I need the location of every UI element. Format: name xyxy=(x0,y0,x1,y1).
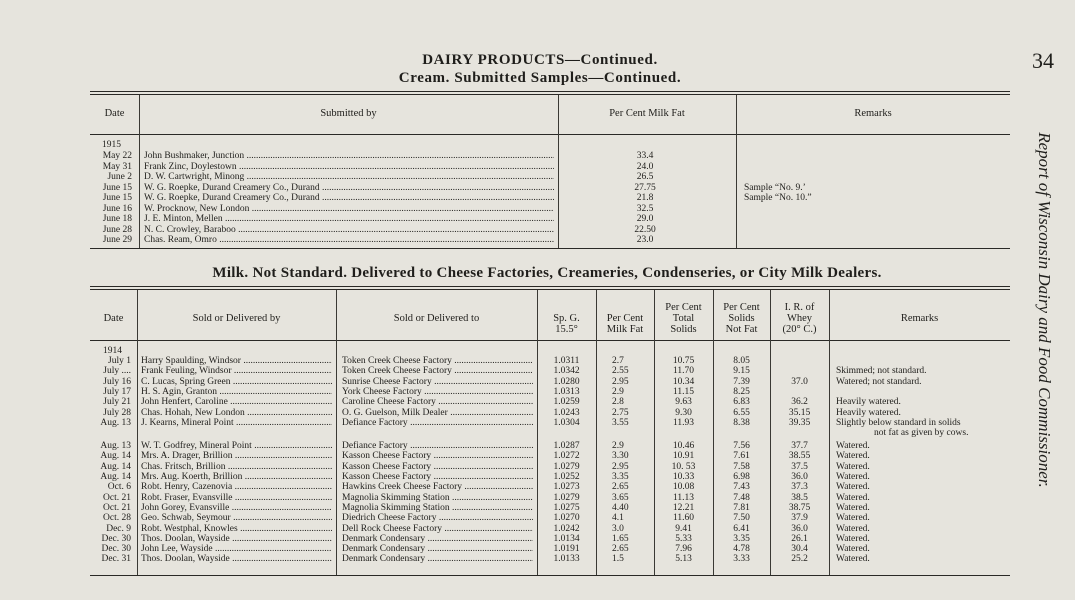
cream-submitted-by: N. C. Crowley, Baraboo ..... xyxy=(144,225,554,235)
milk-sold-by: Robt. Henry, Cazenovia ..... xyxy=(141,482,332,492)
milk-total-solids: 9.30 xyxy=(675,407,692,418)
milk-remarks-continued: not fat as given by cows. xyxy=(874,427,969,438)
milk-header-milk-fat-2: Milk Fat xyxy=(606,324,644,335)
milk-total-solids: 10.34 xyxy=(672,376,695,387)
milk-date: July 21 xyxy=(103,397,131,408)
milk-remarks: Watered. xyxy=(836,482,870,493)
milk-header-remarks: Remarks xyxy=(900,313,939,324)
cream-submitted-by: J. E. Minton, Mellen ..... xyxy=(144,214,554,224)
milk-fat: 2.75 xyxy=(612,407,629,418)
milk-total-solids: 7.96 xyxy=(675,544,692,555)
milk-sold-by: Thos. Doolan, Wayside ..... xyxy=(141,534,332,544)
cream-milk-fat: 21.8 xyxy=(636,193,654,203)
milk-header-total-solids-1: Per Cent xyxy=(665,302,702,313)
milk-sp-g: 1.0304 xyxy=(553,417,580,428)
milk-date: Oct. 6 xyxy=(107,482,131,493)
cream-milk-fat: 23.0 xyxy=(636,235,654,245)
cream-header-submitted-by: Submitted by xyxy=(320,108,377,119)
cream-submitted-by: W. G. Roepke, Durand Creamery Co., Durand ..... xyxy=(144,183,554,193)
milk-sp-g: 1.0272 xyxy=(553,451,580,462)
milk-fat: 4.40 xyxy=(612,502,629,513)
milk-sold-by: H. S. Agin, Granton ..... xyxy=(141,387,332,397)
milk-total-solids: 5.13 xyxy=(675,554,692,565)
milk-total-solids: 10.33 xyxy=(672,472,695,482)
milk-remarks: Watered. xyxy=(836,544,870,555)
milk-header-ir-whey xyxy=(770,302,829,335)
milk-sold-to: Token Creek Cheese Factory ..... xyxy=(342,356,533,366)
milk-sold-by: C. Lucas, Spring Green ..... xyxy=(141,377,332,387)
milk-sold-to: Denmark Condensary ..... xyxy=(342,534,533,544)
milk-total-solids: 10. 53 xyxy=(671,461,696,472)
cream-header-remarks: Remarks xyxy=(854,108,892,119)
milk-solids-not-fat: 8.05 xyxy=(733,356,750,366)
milk-total-solids: 11.93 xyxy=(672,417,695,428)
milk-sp-g: 1.0270 xyxy=(553,513,580,524)
milk-fat: 2.95 xyxy=(612,461,629,472)
milk-col-divider xyxy=(137,290,138,575)
milk-remarks: Watered. xyxy=(836,461,870,472)
milk-fat: 4.1 xyxy=(612,513,624,524)
milk-sold-to: Kasson Cheese Factory ..... xyxy=(342,462,533,472)
milk-date: Dec. 9 xyxy=(106,523,131,534)
cream-date: May 31 xyxy=(102,161,132,172)
milk-header-sp-g xyxy=(537,313,596,335)
milk-ir-whey: 26.1 xyxy=(791,533,808,544)
milk-ir-whey: 25.2 xyxy=(791,554,808,565)
milk-solids-not-fat: 7.50 xyxy=(733,513,750,524)
milk-date: Aug. 13 xyxy=(100,417,131,428)
milk-sold-by: Chas. Hohah, New London ..... xyxy=(141,408,332,418)
milk-remarks: Watered. xyxy=(836,554,870,565)
milk-header-milk-fat-1: Per Cent xyxy=(606,313,644,324)
cream-bottom-rule xyxy=(90,248,1010,249)
milk-sold-by: J. Kearns, Mineral Point ..... xyxy=(141,418,332,428)
milk-solids-not-fat: 7.81 xyxy=(733,502,750,513)
milk-sp-g: 1.0279 xyxy=(553,492,580,503)
page-number: 34 xyxy=(1032,48,1054,73)
milk-sold-to: Diedrich Cheese Factory ..... xyxy=(342,513,533,523)
cream-header-rule xyxy=(90,134,1010,135)
milk-sold-by: John Lee, Wayside ..... xyxy=(141,544,332,554)
milk-sold-by: Robt. Fraser, Evansville ..... xyxy=(141,493,332,503)
milk-ir-whey: 37.5 xyxy=(791,461,808,472)
milk-date: Oct. 21 xyxy=(103,502,131,513)
milk-header-snf-1: Per Cent xyxy=(723,302,760,313)
milk-solids-not-fat: 4.78 xyxy=(733,544,750,555)
milk-sold-by: John Gorey, Evansville ..... xyxy=(141,503,332,513)
milk-date: July 1 xyxy=(108,356,131,366)
milk-fat: 2.9 xyxy=(612,386,624,397)
milk-fat: 2.95 xyxy=(612,376,629,387)
milk-remarks: Watered. xyxy=(836,472,870,482)
milk-fat: 3.30 xyxy=(612,451,629,462)
milk-sold-by: Mrs. A. Drager, Brillion ..... xyxy=(141,451,332,461)
milk-header-ir-1: I. R. of xyxy=(784,302,815,313)
milk-sold-by: Thos. Doolan, Wayside ..... xyxy=(141,554,332,564)
milk-ir-whey: 37.7 xyxy=(791,441,808,452)
milk-date: July 28 xyxy=(103,407,131,418)
milk-total-solids: 9.41 xyxy=(675,523,692,534)
milk-solids-not-fat: 6.98 xyxy=(733,472,750,482)
milk-fat: 2.8 xyxy=(612,397,624,408)
cream-header-milk-fat: Per Cent Milk Fat xyxy=(609,108,685,119)
milk-date: July .... xyxy=(103,366,131,377)
milk-ir-whey: 30.4 xyxy=(791,544,808,555)
milk-remarks: Watered. xyxy=(836,492,870,503)
cream-submitted-by: Chas. Ream, Omro ..... xyxy=(144,235,554,245)
milk-solids-not-fat: 7.48 xyxy=(733,492,750,503)
milk-header-snf-3: Not Fat xyxy=(725,324,758,335)
milk-sp-g: 1.0280 xyxy=(553,376,580,387)
milk-remarks: Watered; not standard. xyxy=(836,376,922,387)
milk-solids-not-fat: 7.39 xyxy=(733,376,750,387)
milk-remarks: Watered. xyxy=(836,533,870,544)
milk-sp-g: 1.0275 xyxy=(553,502,580,513)
milk-ir-whey: 36.0 xyxy=(791,523,808,534)
milk-ir-whey: 37.0 xyxy=(791,376,808,387)
milk-sold-to: Dell Rock Cheese Factory ..... xyxy=(342,524,533,534)
running-title: Report of Wisconsin Dairy and Food Commissioner. xyxy=(1035,132,1054,488)
milk-remarks: Watered. xyxy=(836,502,870,513)
milk-section-title: Milk. Not Standard. Delivered to Cheese Factories, Creameries, Condenseries, or City Milk Dealers. xyxy=(212,265,882,281)
milk-solids-not-fat: 8.38 xyxy=(733,417,750,428)
milk-fat: 3.65 xyxy=(612,492,629,503)
milk-ir-whey: 36.0 xyxy=(791,472,808,482)
milk-remarks: Watered. xyxy=(836,523,870,534)
cream-submitted-by: W. Procknow, New London ..... xyxy=(144,204,554,214)
milk-date: Oct. 21 xyxy=(103,492,131,503)
milk-date: Dec. 30 xyxy=(101,544,131,555)
milk-sold-by: Frank Feuling, Windsor ..... xyxy=(141,366,332,376)
milk-remarks: Watered. xyxy=(836,441,870,452)
cream-milk-fat: 26.5 xyxy=(636,172,654,182)
milk-sp-g: 1.0259 xyxy=(553,397,580,408)
milk-total-solids: 10.91 xyxy=(672,451,695,462)
milk-fat: 3.0 xyxy=(612,523,624,534)
milk-sp-g: 1.0273 xyxy=(553,482,580,493)
milk-sp-g: 1.0242 xyxy=(553,523,580,534)
milk-fat: 2.7 xyxy=(612,356,624,366)
milk-ir-whey: 39.35 xyxy=(788,417,811,428)
milk-sp-g: 1.0133 xyxy=(553,554,580,565)
milk-header-total-solids-3: Solids xyxy=(670,324,697,335)
cream-submitted-by: D. W. Cartwright, Minong ..... xyxy=(144,172,554,182)
milk-sold-to: Defiance Factory ..... xyxy=(342,418,533,428)
milk-sp-g: 1.0279 xyxy=(553,461,580,472)
cream-year: 1915 xyxy=(102,140,121,150)
milk-header-ir-3: (20° C.) xyxy=(782,324,817,335)
milk-remarks: Heavily watered. xyxy=(836,407,901,418)
milk-header-sold-by: Sold or Delivered by xyxy=(192,313,281,324)
milk-ir-whey: 35.15 xyxy=(788,407,811,418)
milk-date: July 16 xyxy=(103,376,131,387)
cream-date: June 15 xyxy=(102,182,132,193)
milk-sold-to: Hawkins Creek Cheese Factory ..... xyxy=(342,482,533,492)
milk-header-solids-not-fat xyxy=(713,302,770,335)
cream-remarks: Sample “No. 10.” xyxy=(744,193,812,203)
milk-total-solids: 10.46 xyxy=(672,441,695,452)
milk-sold-by: Mrs. Aug. Koerth, Brillion ..... xyxy=(141,472,332,482)
milk-bottom-rule xyxy=(90,575,1010,576)
milk-sold-to: O. G. Guelson, Milk Dealer ..... xyxy=(342,408,533,418)
milk-solids-not-fat: 9.15 xyxy=(733,366,750,377)
milk-remarks: Watered. xyxy=(836,513,870,524)
milk-sold-to: Defiance Factory ..... xyxy=(342,441,533,451)
cream-top-rule xyxy=(90,91,1010,92)
milk-total-solids: 11.70 xyxy=(672,366,695,377)
milk-solids-not-fat: 6.41 xyxy=(733,523,750,534)
milk-fat: 3.35 xyxy=(612,472,629,482)
milk-header-ir-2: Whey xyxy=(786,313,813,324)
milk-sp-g: 1.0311 xyxy=(553,356,580,366)
milk-sp-g: 1.0287 xyxy=(553,441,580,452)
milk-date: Dec. 31 xyxy=(101,554,131,565)
milk-year: 1914 xyxy=(103,346,122,356)
milk-solids-not-fat: 3.33 xyxy=(733,554,750,565)
milk-sold-to: York Cheese Factory ..... xyxy=(342,387,533,397)
milk-ir-whey: 37.9 xyxy=(791,513,808,524)
milk-header-milk-fat xyxy=(596,313,654,335)
milk-date: Aug. 14 xyxy=(100,451,131,462)
milk-fat: 2.55 xyxy=(612,366,629,377)
milk-date: Aug. 14 xyxy=(100,461,131,472)
milk-total-solids: 11.60 xyxy=(672,513,695,524)
milk-sp-g: 1.0252 xyxy=(553,472,580,482)
milk-header-sp-g-temp: 15.5° xyxy=(555,324,578,335)
milk-col-divider xyxy=(336,290,337,575)
milk-top-rule xyxy=(90,286,1010,287)
cream-date: June 2 xyxy=(107,172,132,182)
cream-date: June 15 xyxy=(102,193,132,203)
milk-ir-whey: 38.55 xyxy=(788,451,811,462)
cream-date: June 16 xyxy=(102,203,132,214)
cream-milk-fat: 27.75 xyxy=(634,182,656,193)
milk-header-total-solids xyxy=(654,302,713,335)
milk-sold-to: Denmark Condensary ..... xyxy=(342,544,533,554)
milk-fat: 2.65 xyxy=(612,544,629,555)
cream-header-date: Date xyxy=(104,108,125,119)
milk-solids-not-fat: 8.25 xyxy=(733,386,750,397)
milk-ir-whey: 38.5 xyxy=(791,492,808,503)
milk-header-sp-g-label: Sp. G. xyxy=(553,313,580,324)
milk-sp-g: 1.0313 xyxy=(553,386,580,397)
milk-date: Aug. 13 xyxy=(100,441,131,452)
milk-sold-by: Geo. Schwab, Seymour ..... xyxy=(141,513,332,523)
milk-solids-not-fat: 6.83 xyxy=(733,397,750,408)
milk-solids-not-fat: 7.56 xyxy=(733,441,750,452)
milk-ir-whey: 38.75 xyxy=(788,502,811,513)
cream-date: June 28 xyxy=(102,224,132,235)
cream-submitted-by: John Bushmaker, Junction ..... xyxy=(144,151,554,161)
milk-solids-not-fat: 7.43 xyxy=(733,482,750,493)
milk-date: Oct. 28 xyxy=(103,513,131,524)
cream-remarks: Sample “No. 9.’ xyxy=(744,182,806,193)
milk-sp-g: 1.0243 xyxy=(553,407,580,418)
milk-solids-not-fat: 7.61 xyxy=(733,451,750,462)
milk-total-solids: 11.13 xyxy=(672,492,695,503)
milk-remarks: Slightly below standard in solids xyxy=(836,417,961,428)
milk-sp-g: 1.0191 xyxy=(553,544,580,555)
milk-date: Dec. 30 xyxy=(101,533,131,544)
milk-remarks: Skimmed; not standard. xyxy=(836,366,927,377)
milk-header-total-solids-2: Total xyxy=(672,313,695,324)
milk-fat: 1.5 xyxy=(612,554,624,565)
cream-milk-fat: 33.4 xyxy=(636,151,654,161)
milk-sold-by: Robt. Westphal, Knowles ..... xyxy=(141,524,332,534)
milk-solids-not-fat: 7.58 xyxy=(733,461,750,472)
cream-milk-fat: 32.5 xyxy=(636,203,654,214)
milk-solids-not-fat: 3.35 xyxy=(733,533,750,544)
cream-milk-fat: 22.50 xyxy=(634,224,656,235)
milk-sp-g: 1.0342 xyxy=(553,366,580,377)
milk-sold-to: Caroline Cheese Factory ..... xyxy=(342,397,533,407)
page-title: DAIRY PRODUCTS—Continued. xyxy=(422,52,658,68)
cream-date: May 22 xyxy=(102,151,132,161)
cream-top-rule-2 xyxy=(90,94,1010,95)
milk-total-solids: 9.63 xyxy=(675,397,692,408)
milk-sold-to: Magnolia Skimming Station ..... xyxy=(342,493,533,503)
milk-sp-g: 1.0134 xyxy=(553,533,580,544)
milk-ir-whey: 37.3 xyxy=(791,482,808,493)
milk-fat: 2.65 xyxy=(612,482,629,493)
milk-header-sold-to: Sold or Delivered to xyxy=(393,313,480,324)
milk-header-rule xyxy=(90,340,1010,341)
milk-total-solids: 5.33 xyxy=(675,533,692,544)
milk-header-date: Date xyxy=(103,313,124,324)
milk-remarks: Watered. xyxy=(836,451,870,462)
cream-milk-fat: 29.0 xyxy=(636,214,654,224)
cream-submitted-by: Frank Zinc, Doylestown ..... xyxy=(144,162,554,172)
milk-ir-whey: 36.2 xyxy=(791,397,808,408)
milk-sold-to: Denmark Condensary ..... xyxy=(342,554,533,564)
cream-submitted-by: W. G. Roepke, Durand Creamery Co., Durand ..... xyxy=(144,193,554,203)
cream-date: June 29 xyxy=(102,235,132,245)
milk-total-solids: 10.08 xyxy=(672,482,695,493)
milk-solids-not-fat: 6.55 xyxy=(733,407,750,418)
milk-sold-to: Sunrise Cheese Factory ..... xyxy=(342,377,533,387)
cream-date: June 18 xyxy=(102,214,132,224)
milk-sold-to: Magnolia Skimming Station ..... xyxy=(342,503,533,513)
cream-milk-fat: 24.0 xyxy=(636,161,654,172)
milk-date: July 17 xyxy=(103,386,131,397)
milk-fat: 3.55 xyxy=(612,417,629,428)
milk-fat: 2.9 xyxy=(612,441,624,452)
milk-total-solids: 12.21 xyxy=(672,502,695,513)
milk-sold-by: John Henfert, Caroline ..... xyxy=(141,397,332,407)
milk-sold-by: Harry Spaulding, Windsor ..... xyxy=(141,356,332,366)
milk-remarks: Heavily watered. xyxy=(836,397,901,408)
milk-sold-to: Token Creek Cheese Factory ..... xyxy=(342,366,533,376)
milk-total-solids: 10.75 xyxy=(672,356,695,366)
milk-col-divider xyxy=(829,290,830,575)
milk-fat: 1.65 xyxy=(612,533,629,544)
milk-sold-to: Kasson Cheese Factory ..... xyxy=(342,451,533,461)
milk-total-solids: 11.15 xyxy=(672,386,695,397)
milk-top-rule-2 xyxy=(90,289,1010,290)
milk-date: Aug. 14 xyxy=(100,472,131,482)
cream-section-title: Cream. Submitted Samples—Continued. xyxy=(398,70,682,86)
milk-sold-by: W. T. Godfrey, Mineral Point ..... xyxy=(141,441,332,451)
milk-sold-to: Kasson Cheese Factory ..... xyxy=(342,472,533,482)
milk-sold-by: Chas. Fritsch, Brillion ..... xyxy=(141,462,332,472)
milk-header-snf-2: Solids xyxy=(728,313,755,324)
